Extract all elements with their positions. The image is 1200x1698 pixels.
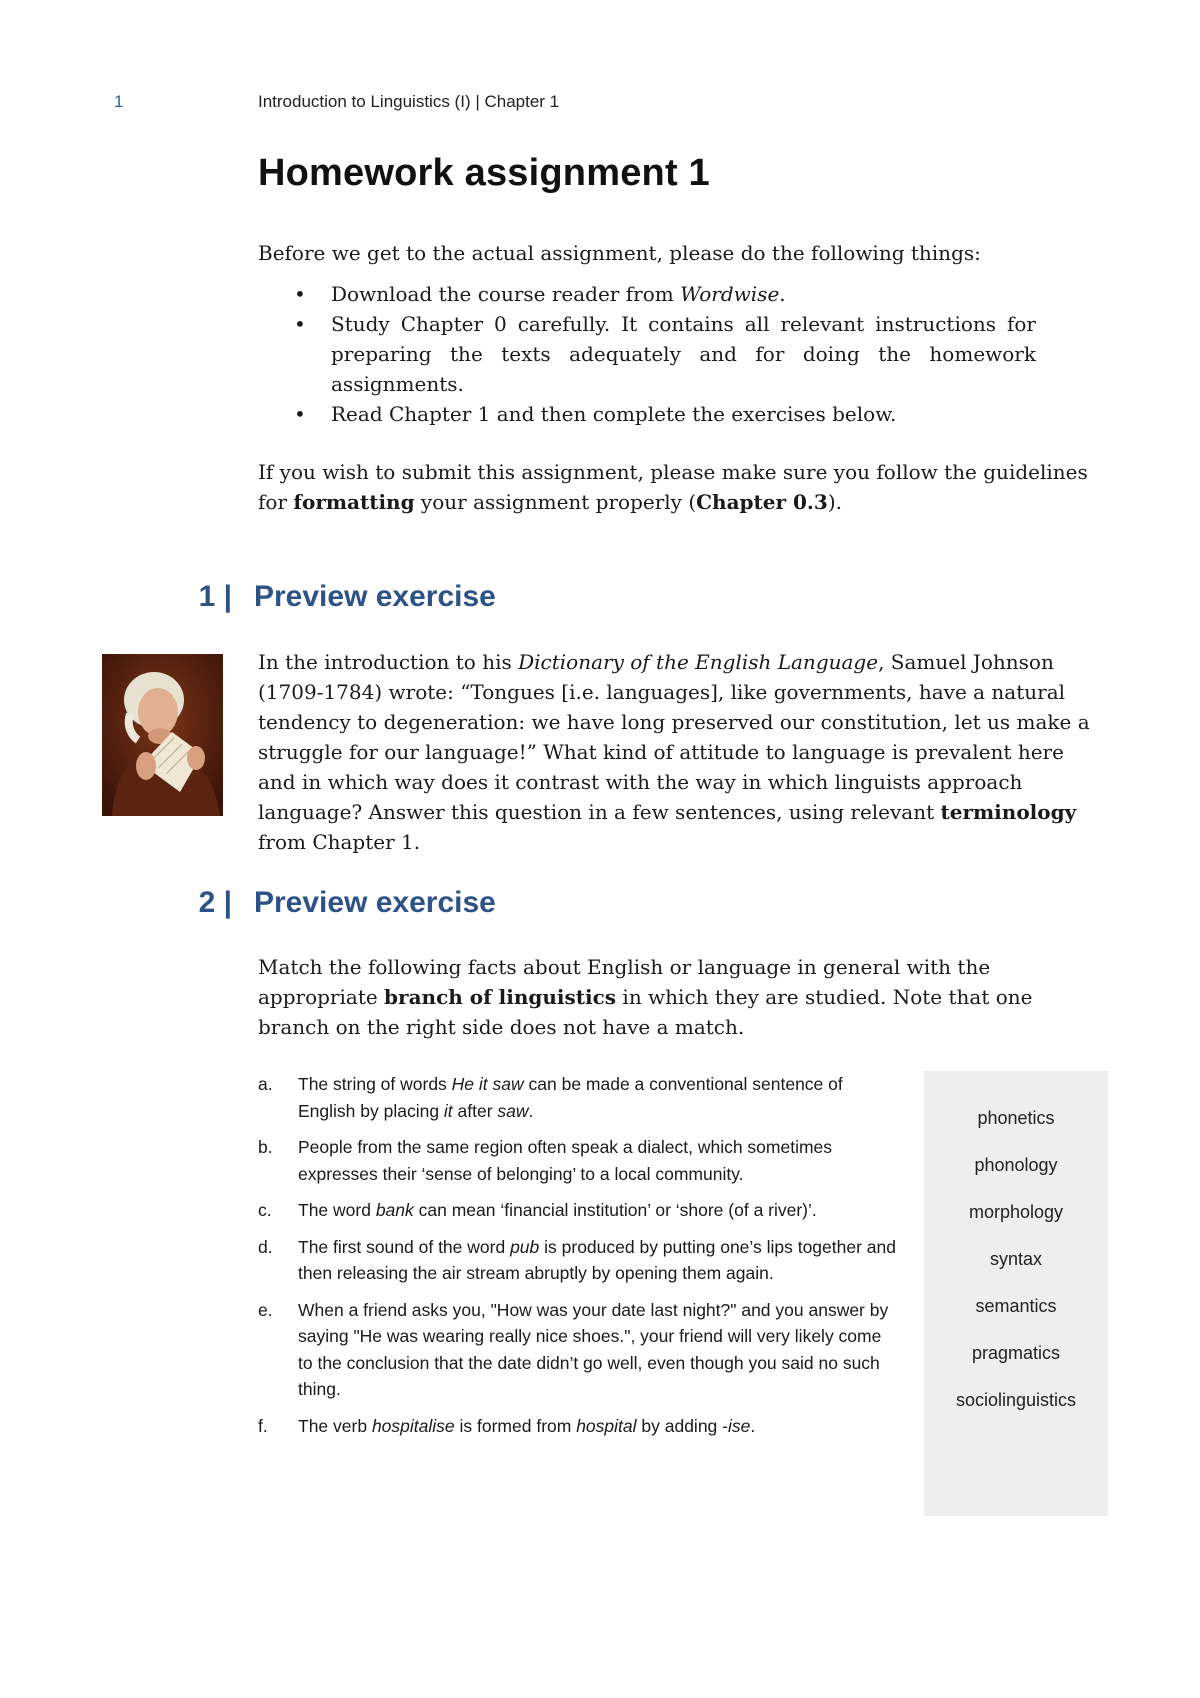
item-text: is produced by putting one’s lips together and then releasing the air stream abruptly by opening them again. bbox=[298, 1236, 896, 1283]
bullet-icon: • bbox=[294, 312, 306, 336]
body-text: , Samuel Johnson (1709-1784) wrote: “Tongues [i.e. languages], like governments, have a natural tendency to degeneration: we have long preserved our constitution, let us make a struggle for our language!” What kind of attitude to language is prevalent here and in which way does it contrast with the way in which linguists approach language? Answer this question in a few sentences, using relevant bbox=[258, 650, 1090, 824]
note-text: ). bbox=[827, 490, 842, 514]
item-emphasis: ise bbox=[727, 1415, 751, 1436]
item-emphasis: He it saw bbox=[451, 1074, 524, 1094]
bullet-text: Study Chapter 0 carefully. It contains all relevant instructions for preparing the texts adequately and for doing the homework assignments. bbox=[331, 312, 1036, 396]
page-number: 1 bbox=[114, 92, 124, 111]
page-title: Homework assignment 1 bbox=[258, 152, 710, 194]
list-item bbox=[258, 309, 1036, 399]
item-text: When a friend asks you, "How was your date last night?" and you answer by saying "He was wearing really nice shoes.", your friend will very likely come to the conclusion that the date didn’t go well, even though you said no such thing. bbox=[298, 1299, 889, 1399]
item-emphasis: saw bbox=[497, 1100, 529, 1121]
bullet-text: Read Chapter 1 and then complete the exercises below. bbox=[331, 402, 897, 426]
item-letter: b. bbox=[258, 1137, 273, 1157]
section1-text bbox=[258, 647, 1103, 857]
body-text: from Chapter 1. bbox=[258, 830, 421, 854]
section2-text bbox=[258, 952, 1103, 1042]
bullet-icon: • bbox=[294, 402, 306, 426]
note-bold: Chapter 0.3 bbox=[696, 490, 828, 514]
list-item bbox=[258, 1071, 898, 1124]
item-text: . bbox=[750, 1415, 756, 1436]
bullet-icon: • bbox=[294, 282, 306, 306]
item-emphasis: hospitalise bbox=[371, 1415, 455, 1436]
branch-item: phonology bbox=[974, 1155, 1058, 1175]
note-text: If you wish to submit this assignment, please make sure you follow the guidelines for bbox=[258, 460, 1088, 514]
list-item bbox=[258, 1297, 898, 1403]
body-text: in which they are studied. Note that one branch on the right side does not have a match. bbox=[258, 985, 1033, 1039]
section-heading-2 bbox=[180, 886, 496, 920]
branch-item: semantics bbox=[975, 1296, 1057, 1316]
item-letter: f. bbox=[258, 1415, 268, 1436]
item-text: can mean ‘financial institution’ or ‘shore (of a river)’. bbox=[413, 1200, 817, 1220]
bold-term: branch of linguistics bbox=[384, 985, 617, 1009]
item-text: after bbox=[452, 1100, 498, 1121]
item-letter: a. bbox=[258, 1074, 273, 1094]
bullet-text: . bbox=[779, 282, 786, 306]
list-item bbox=[258, 1413, 898, 1440]
submission-note bbox=[258, 457, 1103, 517]
item-text: The word bbox=[298, 1200, 376, 1220]
instruction-list bbox=[258, 279, 1036, 429]
book-title: Dictionary of the English Language bbox=[518, 650, 879, 674]
item-letter: c. bbox=[258, 1200, 272, 1220]
list-item bbox=[258, 399, 1036, 429]
item-text: People from the same region often speak a dialect, which sometimes expresses their ‘sense of belonging’ to a local community. bbox=[298, 1137, 833, 1184]
item-emphasis: hospital bbox=[576, 1415, 637, 1436]
item-text: . bbox=[528, 1100, 534, 1121]
branch-item: syntax bbox=[989, 1249, 1043, 1269]
section-heading-1 bbox=[180, 580, 496, 614]
branch-item: sociolinguistics bbox=[955, 1390, 1077, 1410]
bullet-text: Download the course reader from bbox=[331, 282, 681, 306]
item-text: The verb bbox=[298, 1415, 372, 1436]
intro-text: Before we get to the actual assignment, please do the following things: bbox=[258, 241, 981, 265]
item-text: by adding - bbox=[636, 1415, 728, 1436]
bullet-emphasis: Wordwise bbox=[680, 282, 780, 306]
branches-list bbox=[924, 1071, 1108, 1436]
item-letter: d. bbox=[258, 1236, 273, 1257]
item-emphasis: bank bbox=[375, 1200, 414, 1220]
list-item bbox=[258, 279, 1036, 309]
section-number: 2 | bbox=[198, 886, 232, 919]
section-title: Preview exercise bbox=[254, 886, 496, 919]
note-bold: formatting bbox=[293, 490, 415, 514]
branch-item: phonetics bbox=[977, 1108, 1055, 1128]
branch-item: morphology bbox=[968, 1202, 1064, 1222]
item-letter: e. bbox=[258, 1299, 273, 1320]
item-emphasis: it bbox=[443, 1100, 453, 1121]
item-text: can be made a conventional sentence of English by placing bbox=[298, 1074, 843, 1121]
branch-item: pragmatics bbox=[971, 1343, 1061, 1363]
list-item bbox=[258, 1234, 898, 1287]
item-text: is formed from bbox=[454, 1415, 577, 1436]
samuel-johnson-portrait bbox=[102, 654, 223, 816]
item-emphasis: pub bbox=[510, 1236, 540, 1257]
section-number: 1 | bbox=[198, 580, 232, 613]
section-title: Preview exercise bbox=[254, 580, 496, 613]
running-head: Introduction to Linguistics (I) | Chapter 1 bbox=[258, 92, 560, 111]
item-text: The string of words bbox=[298, 1074, 452, 1094]
list-item bbox=[258, 1197, 898, 1224]
branches-box bbox=[924, 1071, 1108, 1516]
list-item bbox=[258, 1134, 898, 1187]
body-text: In the introduction to his bbox=[258, 650, 519, 674]
body-text: Match the following facts about English or language in general with the appropriate bbox=[258, 955, 991, 1009]
item-text: The first sound of the word bbox=[298, 1236, 511, 1257]
note-text: your assignment properly ( bbox=[414, 490, 697, 514]
bold-term: terminology bbox=[940, 800, 1077, 824]
facts-list bbox=[258, 1071, 898, 1449]
